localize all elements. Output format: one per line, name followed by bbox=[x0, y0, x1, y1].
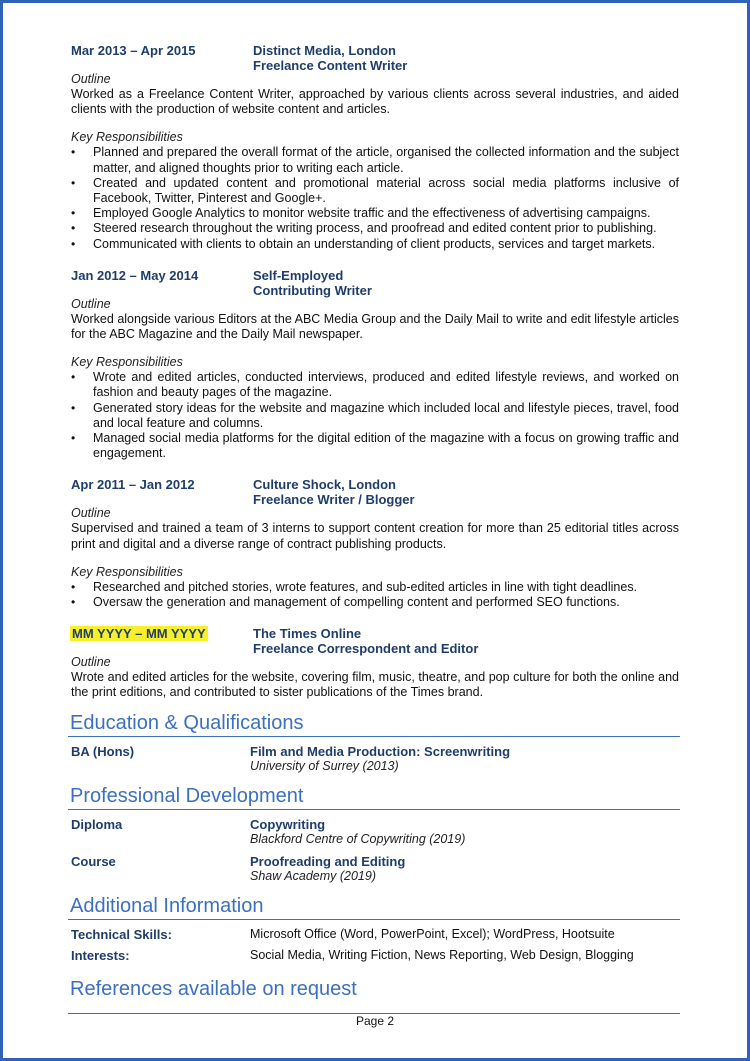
additional-information-heading: Additional Information bbox=[68, 894, 680, 920]
professional-development-heading: Professional Development bbox=[68, 784, 680, 810]
education-heading: Education & Qualifications bbox=[68, 711, 680, 737]
job-employer bbox=[253, 268, 372, 298]
list-item-text: Managed social media platforms for the digital edition of the magazine with a focus on growing traffic and engagement. bbox=[93, 431, 679, 461]
job-employer bbox=[253, 43, 407, 73]
job-header bbox=[68, 265, 680, 297]
bullet-icon: • bbox=[71, 145, 76, 160]
references-heading: References available on request bbox=[70, 977, 357, 1000]
list-item bbox=[68, 221, 679, 236]
degree-label: BA (Hons) bbox=[71, 743, 135, 759]
bullet-icon: • bbox=[71, 206, 76, 221]
list-item bbox=[68, 206, 679, 221]
list-item-text: Communicated with clients to obtain an understanding of client products, services and target markets. bbox=[93, 236, 656, 251]
technical-skills-value: Microsoft Office (Word, PowerPoint, Excel); WordPress, Hootsuite bbox=[250, 926, 615, 941]
cv-page-content bbox=[68, 40, 680, 1009]
job-dates: Jan 2012 – May 2014 bbox=[71, 267, 199, 283]
interests-label: Interests: bbox=[71, 947, 130, 963]
job-dates: Apr 2011 – Jan 2012 bbox=[71, 477, 195, 493]
qualification-type: Course bbox=[71, 853, 116, 869]
institution-name: University of Surrey (2013) bbox=[250, 758, 399, 773]
outline-text: Supervised and trained a team of 3 interns to support content creation for more than 25 editorial titles across print and digital and a diverse range of contract publishing products. bbox=[71, 521, 679, 551]
company-name: Self-Employed bbox=[253, 267, 344, 283]
responsibilities-list bbox=[68, 580, 680, 610]
outline-label: Outline bbox=[71, 506, 111, 521]
interests-value: Social Media, Writing Fiction, News Reporting, Web Design, Blogging bbox=[250, 947, 634, 962]
responsibilities-list bbox=[68, 145, 680, 251]
bullet-icon: • bbox=[71, 175, 76, 190]
outline-text: Wrote and edited articles for the website, covering film, music, theatre, and pop culture for both the online and the print editions, and contributed to sister publications of the Times brand. bbox=[71, 670, 679, 700]
bullet-icon: • bbox=[71, 595, 76, 610]
bullet-icon: • bbox=[71, 236, 76, 251]
bullet-icon: • bbox=[71, 370, 76, 385]
outline-text: Worked alongside various Editors at the ABC Media Group and the Daily Mail to write and edit lifestyle articles for the ABC Magazine and the Daily Mail newspaper. bbox=[71, 311, 679, 342]
outline-label: Outline bbox=[71, 655, 111, 670]
bullet-icon: • bbox=[71, 400, 76, 415]
list-item-text: Employed Google Analytics to monitor website traffic and the effectiveness of advertising campaigns. bbox=[93, 206, 651, 221]
list-item-text: Steered research throughout the writing process, and proofread and edited content prior to publishing. bbox=[93, 221, 657, 236]
list-item-text: Planned and prepared the overall format of the article, organised the collected information and the subject matter, and aligned thoughts prior to writing each article. bbox=[93, 145, 679, 175]
list-item bbox=[68, 145, 679, 175]
course-name: Film and Media Production: Screenwriting bbox=[250, 743, 511, 759]
responsibilities-label: Key Responsibilities bbox=[71, 130, 183, 145]
course-name: Copywriting bbox=[250, 816, 326, 832]
company-name: Culture Shock, London bbox=[253, 477, 396, 493]
company-name: The Times Online bbox=[253, 626, 362, 642]
institution-name: Blackford Centre of Copywriting (2019) bbox=[250, 831, 466, 846]
job-title: Freelance Content Writer bbox=[253, 58, 408, 73]
job-entry bbox=[68, 474, 680, 610]
job-dates: Mar 2013 – Apr 2015 bbox=[71, 43, 196, 58]
list-item bbox=[68, 431, 679, 461]
qualification-detail bbox=[250, 744, 510, 774]
bullet-icon: • bbox=[71, 431, 76, 446]
list-item bbox=[68, 176, 679, 206]
company-name: Distinct Media, London bbox=[253, 43, 396, 58]
qualification-row bbox=[68, 817, 680, 847]
outline-text: Worked as a Freelance Content Writer, approached by various clients across several industries, and aided clients with the production of website content and articles. bbox=[71, 87, 679, 117]
list-item-text: Oversaw the generation and management of compelling content and performed SEO functions. bbox=[93, 595, 620, 610]
list-item bbox=[68, 401, 679, 431]
job-employer bbox=[253, 477, 415, 507]
job-entry bbox=[68, 265, 680, 462]
job-header bbox=[68, 474, 680, 506]
qualification-row bbox=[68, 744, 680, 774]
list-item bbox=[68, 595, 679, 610]
job-dates-placeholder: MM YYYY – MM YYYY bbox=[72, 626, 206, 642]
qualification-detail bbox=[250, 854, 405, 884]
job-header bbox=[68, 623, 680, 655]
institution-name: Shaw Academy (2019) bbox=[250, 868, 376, 883]
job-title: Contributing Writer bbox=[253, 282, 372, 298]
list-item-text: Researched and pitched stories, wrote features, and sub-edited articles in line with tight deadlines. bbox=[93, 579, 638, 594]
outline-label: Outline bbox=[71, 296, 111, 311]
responsibilities-label: Key Responsibilities bbox=[71, 564, 183, 579]
qualification-detail bbox=[250, 817, 465, 847]
job-entry bbox=[68, 623, 680, 700]
list-item-text: Wrote and edited articles, conducted interviews, produced and edited lifestyle reviews, and worked on fashion and beauty pages of the magazine. bbox=[93, 370, 679, 400]
list-item bbox=[68, 237, 679, 252]
responsibilities-list bbox=[68, 370, 680, 461]
bullet-icon: • bbox=[71, 221, 76, 236]
responsibilities-label: Key Responsibilities bbox=[71, 355, 183, 370]
outline-label: Outline bbox=[71, 72, 111, 86]
qualification-row bbox=[68, 854, 680, 884]
technical-skills-label: Technical Skills: bbox=[71, 926, 172, 942]
job-title: Freelance Writer / Blogger bbox=[253, 492, 415, 508]
page-number: Page 2 bbox=[355, 1014, 395, 1028]
job-header bbox=[68, 40, 680, 72]
info-row bbox=[68, 927, 680, 948]
list-item bbox=[68, 370, 679, 400]
job-entry bbox=[68, 40, 680, 252]
bullet-icon: • bbox=[71, 579, 76, 594]
list-item-text: Generated story ideas for the website and magazine which included local and lifestyle pieces, travel, food and local feature and columns. bbox=[93, 400, 679, 430]
course-name: Proofreading and Editing bbox=[250, 853, 406, 869]
job-employer bbox=[253, 626, 478, 656]
list-item-text: Created and updated content and promotional material across social media platforms inclusive of Facebook, Twitter, Pinterest and Google+. bbox=[93, 175, 679, 206]
qualification-type: Diploma bbox=[71, 816, 123, 832]
list-item bbox=[68, 580, 679, 595]
job-title: Freelance Correspondent and Editor bbox=[253, 641, 479, 657]
info-row bbox=[68, 948, 680, 969]
